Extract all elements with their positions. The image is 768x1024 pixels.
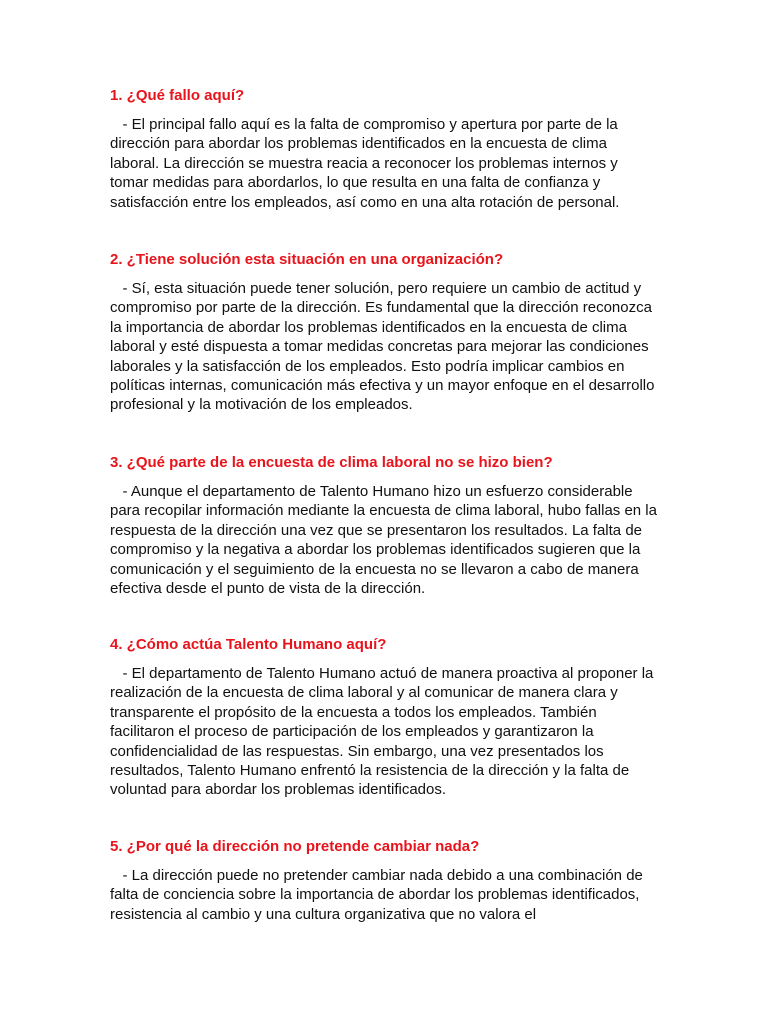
answer-paragraph xyxy=(110,115,660,212)
section-3 xyxy=(110,453,660,598)
answer-paragraph xyxy=(110,664,660,800)
answer-paragraph xyxy=(110,279,660,415)
section-2 xyxy=(110,250,660,415)
answer-paragraph xyxy=(110,866,660,924)
answer-text: - La dirección puede no pretender cambiar nada debido a una combinación de falta de conciencia sobre la importancia de abordar los problemas identificados, resistencia al cambio y una cultura organizativa que no valora el xyxy=(110,867,648,923)
question-heading: 5. ¿Por qué la dirección no pretende cambiar nada? xyxy=(110,838,480,855)
answer-text: - Sí, esta situación puede tener solución, pero requiere un cambio de actitud y compromiso por parte de la dirección. Es fundamental que la dirección reconozca la importancia de abordar los problemas identificados en la encuesta de clima laboral y esté dispuesta a tomar medidas concretas para mejorar las condiciones laborales y la satisfacción de los empleados. Esto podría implicar cambios en políticas internas, comunicación más efectiva y un mayor enfoque en el desarrollo profesional y la motivación de los empleados. xyxy=(110,280,659,414)
answer-text: - El principal fallo aquí es la falta de compromiso y apertura por parte de la dirección para abordar los problemas identificados en la encuesta de clima laboral. La dirección se muestra reacia a reconocer los problemas internos y tomar medidas para abordarlos, lo que resulta en una falta de confianza y satisfacción entre los empleados, así como en una alta rotación de personal. xyxy=(110,116,622,211)
section-5 xyxy=(110,837,660,924)
section-1 xyxy=(110,86,660,212)
question-heading: 2. ¿Tiene solución esta situación en una organización? xyxy=(110,251,504,268)
answer-paragraph xyxy=(110,482,660,598)
section-4 xyxy=(110,635,660,800)
answer-text: - El departamento de Talento Humano actuó de manera proactiva al proponer la realización de la encuesta de clima laboral y al comunicar de manera clara y transparente el propósito de la encuesta a todos los empleados. También facilitaron el proceso de participación de los empleados y garantizaron la confidencialidad de las respuestas. Sin embargo, una vez presentados los resultados, Talento Humano enfrentó la resistencia de la dirección y la falta de voluntad para abordar los problemas identificados. xyxy=(110,665,658,799)
question-heading: 3. ¿Qué parte de la encuesta de clima laboral no se hizo bien? xyxy=(110,454,553,471)
question-heading: 4. ¿Cómo actúa Talento Humano aquí? xyxy=(110,636,387,653)
question-heading: 1. ¿Qué fallo aquí? xyxy=(110,87,245,104)
answer-text: - Aunque el departamento de Talento Humano hizo un esfuerzo considerable para recopilar información mediante la encuesta de clima laboral, hubo fallas en la respuesta de la dirección una vez que se presentaron los resultados. La falta de compromiso y la negativa a abordar los problemas identificados sugieren que la comunicación y el seguimiento de la encuesta no se llevaron a cabo de manera efectiva desde el punto de vista de la dirección. xyxy=(110,483,662,598)
